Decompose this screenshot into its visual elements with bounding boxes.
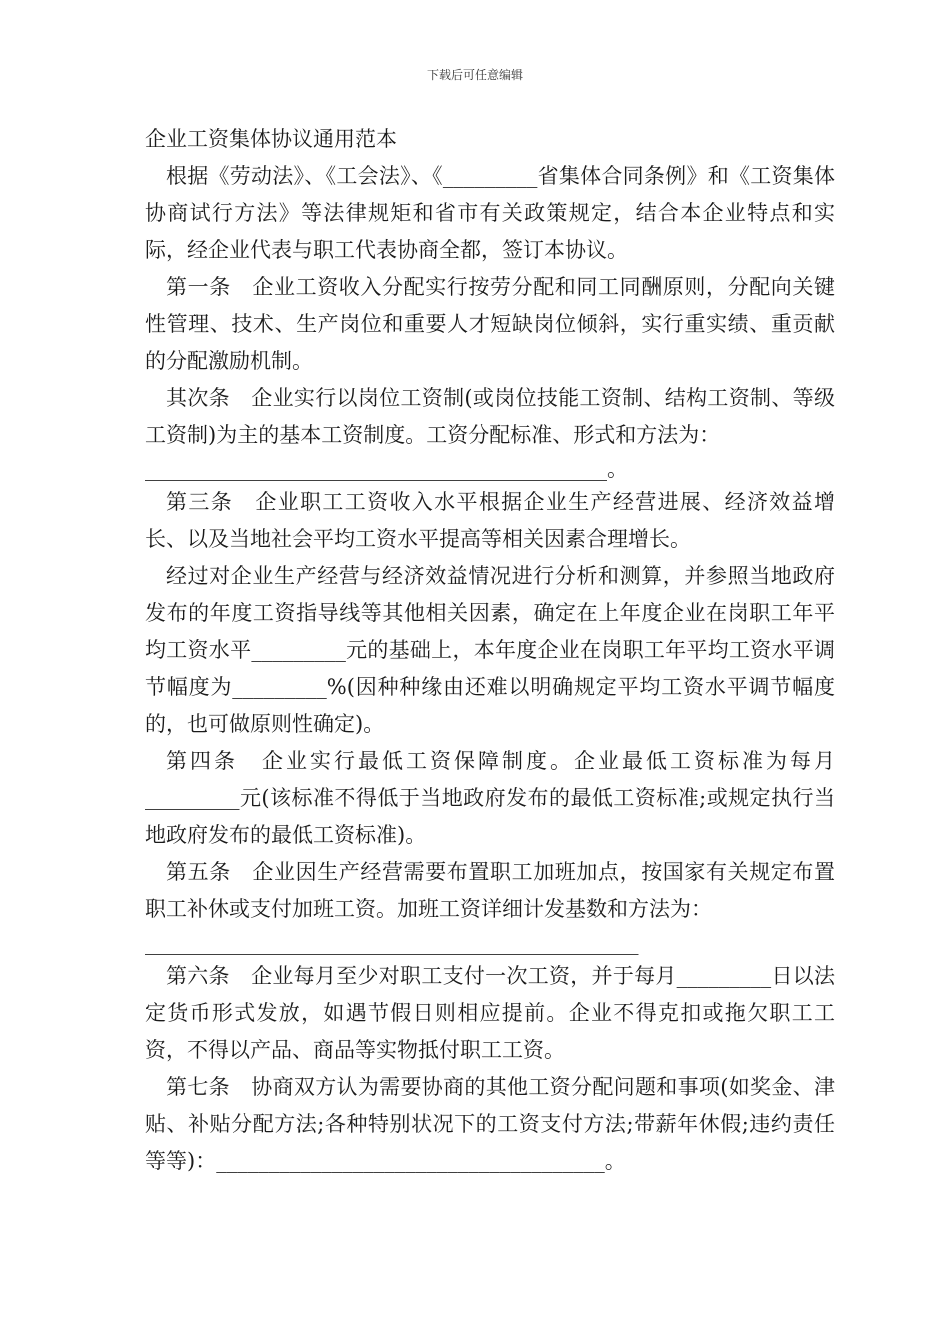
article-7: 第七条 协商双方认为需要协商的其他工资分配问题和事项(如奖金、津贴、补贴分配方法;各种特别状况下的工资支付方法;带薪年休假;违约责任等等)：_____________________________________。: [145, 1075, 835, 1173]
article-5: 第五条 企业因生产经营需要布置职工加班加点，按国家有关规定布置职工补休或支付加班工资。加班工资详细计发基数和方法为：: [145, 860, 835, 921]
preamble-paragraph: 根据《劳动法》、《工会法》、《_________省集体合同条例》和《工资集体协商试行方法》等法律规矩和省市有关政策规定，结合本企业特点和实际，经企业代表与职工代表协商全都，签订本协议。: [145, 164, 835, 262]
article-5-blank-line: _______________________________________________: [145, 931, 639, 955]
article-3-detail: 经过对企业生产经营与经济效益情况进行分析和测算，并参照当地政府发布的年度工资指导线等其他相关因素，确定在上年度企业在岗职工年平均工资水平_________元的基础上，本年度企业在岗职工年平均工资水平调节幅度为_________%(因种种缘由还难以明确规定平均工资水平调节幅度的，也可做原则性确定)。: [145, 564, 835, 736]
article-3: 第三条 企业职工工资收入水平根据企业生产经营进展、经济效益增长、以及当地社会平均工资水平提高等相关因素合理增长。: [145, 490, 835, 551]
article-1: 第一条 企业工资收入分配实行按劳分配和同工同酬原则，分配向关键性管理、技术、生产岗位和重要人才短缺岗位倾斜，实行重实绩、重贡献的分配激励机制。: [145, 275, 835, 373]
article-2-blank-line: ____________________________________________。: [145, 457, 628, 481]
article-4: 第四条 企业实行最低工资保障制度。企业最低工资标准为每月_________元(该标准不得低于当地政府发布的最低工资标准;或规定执行当地政府发布的最低工资标准)。: [145, 749, 835, 847]
document-body: [145, 121, 835, 1180]
document-title: 企业工资集体协议通用范本: [145, 127, 397, 151]
article-6: 第六条 企业每月至少对职工支付一次工资，并于每月_________日以法定货币形式发放，如遇节假日则相应提前。企业不得克扣或拖欠职工工资，不得以产品、商品等实物抵付职工工资。: [145, 964, 835, 1062]
header-note: 下载后可任意编辑: [426, 68, 523, 82]
article-2: 其次条 企业实行以岗位工资制(或岗位技能工资制、结构工资制、等级工资制)为主的基本工资制度。工资分配标准、形式和方法为：: [145, 386, 835, 447]
